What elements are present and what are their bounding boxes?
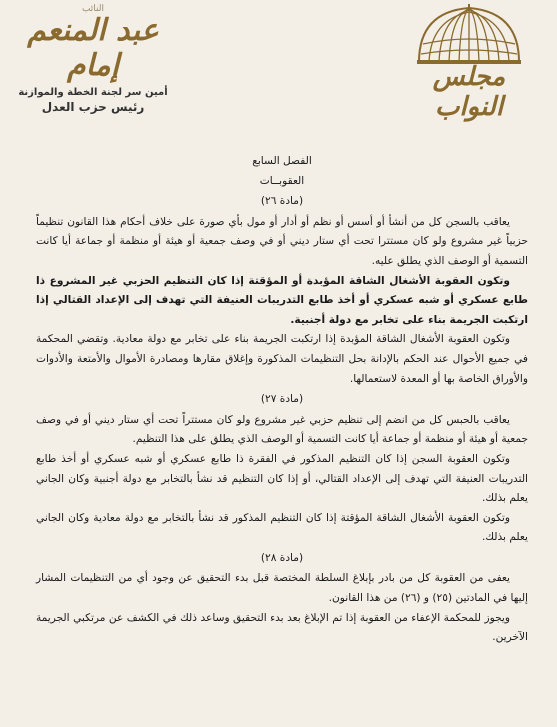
logo-text: مجلس النواب [432,62,506,122]
dome-icon [409,4,529,66]
signature-name: عبد المنعم إمام [27,13,159,83]
signature-party: رئيس حزب العدل [41,100,145,114]
chapter-title: الفصل السابع [252,155,312,167]
article-27-para-3: وتكون العقوبة الأشغال الشاقة المؤقتة إذا كان التنظيم المذكور قد نشأ بالتخابر مع دولة معادية وكان الجاني يعلم بذلك. [36,511,528,544]
letterhead [0,0,557,135]
article-26-para-2: وتكون العقوبة الأشغال الشاقة المؤبدة أو المؤقتة إذا كان التنظيم الحزبي غير المشروع ذا طابع عسكري أو شبه عسكري أو أخذ طابع التدريبات العنيفة التي تهدف إلى الإعداد القتالي إذا ارتكبت الجريمة بناء على تخابر مع دولة أجنبية. [36,274,528,326]
article-27-title: (مادة ٢٧) [260,393,304,406]
signature-block [8,4,178,114]
article-27-para-1: يعاقب بالحبس كل من انضم إلى تنظيم حزبي غير مشروع ولو كان مستتراً تحت أي ستار ديني أو في وصف جمعية أو هيئة أو منظمة أو جماعة أيا كانت التسمية أو الوصف الذي يطلق على هذا التنظيم. [36,413,528,446]
article-28-para-2: ويجوز للمحكمة الإعفاء من العقوبة إذا تم الإبلاغ بعد بدء التحقيق وساعد ذلك في الكشف عن مرتكبي الجريمة الآخرين. [36,611,528,644]
article-28-para-1: يعفى من العقوبة كل من بادر بإبلاغ السلطة المختصة قبل بدء التحقيق عن وجود أي من التنظيمات المشار إليها في المادتين (٢٥) و (٢٦) من هذا القانون. [36,572,528,605]
section-title: العقوبــات [259,174,305,187]
article-26-title: (مادة ٢٦) [260,195,304,208]
article-26-para-3: وتكون العقوبة الأشغال الشاقة المؤبدة إذا ارتكبت الجريمة بناء على تخابر مع دولة معادية. وتقضي المحكمة في جميع الأحوال عند الحكم بالإدانة بحل التنظيمات المذكورة وإغلاق مقارها ومصادرة الأموال والأمتعة والأدوات والأوراق الخاصة بها أو المعدة لاستعمالها. [36,333,528,385]
signature-title: النائب [81,4,105,14]
signature-position: أمين سر لجنة الخطة والموازنة [18,87,168,98]
article-27-para-2: وتكون العقوبة السجن إذا كان التنظيم المذكور في الفقرة ذا طابع عسكري أو شبه عسكري أو أخذ طابع التدريبات العنيفة التي تهدف إلى الإعداد القتالي، أو إذا كان التنظيم قد نشأ بالتخابر مع دولة أجنبية وكان الجاني يعلم بذلك. [36,452,528,505]
parliament-logo [399,4,539,122]
document-body [36,152,528,648]
article-26-para-1: يعاقب بالسجن كل من أنشأ أو أسس أو نظم أو أدار أو مول بأي صورة على خلاف أحكام هذا القانون تنظيماً حزبياً غير مشروع ولو كان مستترا تحت أي ستار ديني أو في وصف جمعية أو هيئة أو منظمة أو جماعة أيا كانت التسمية أو الوصف الذي يطلق عليه. [36,215,528,267]
article-28-title: (مادة ٢٨) [260,551,304,564]
